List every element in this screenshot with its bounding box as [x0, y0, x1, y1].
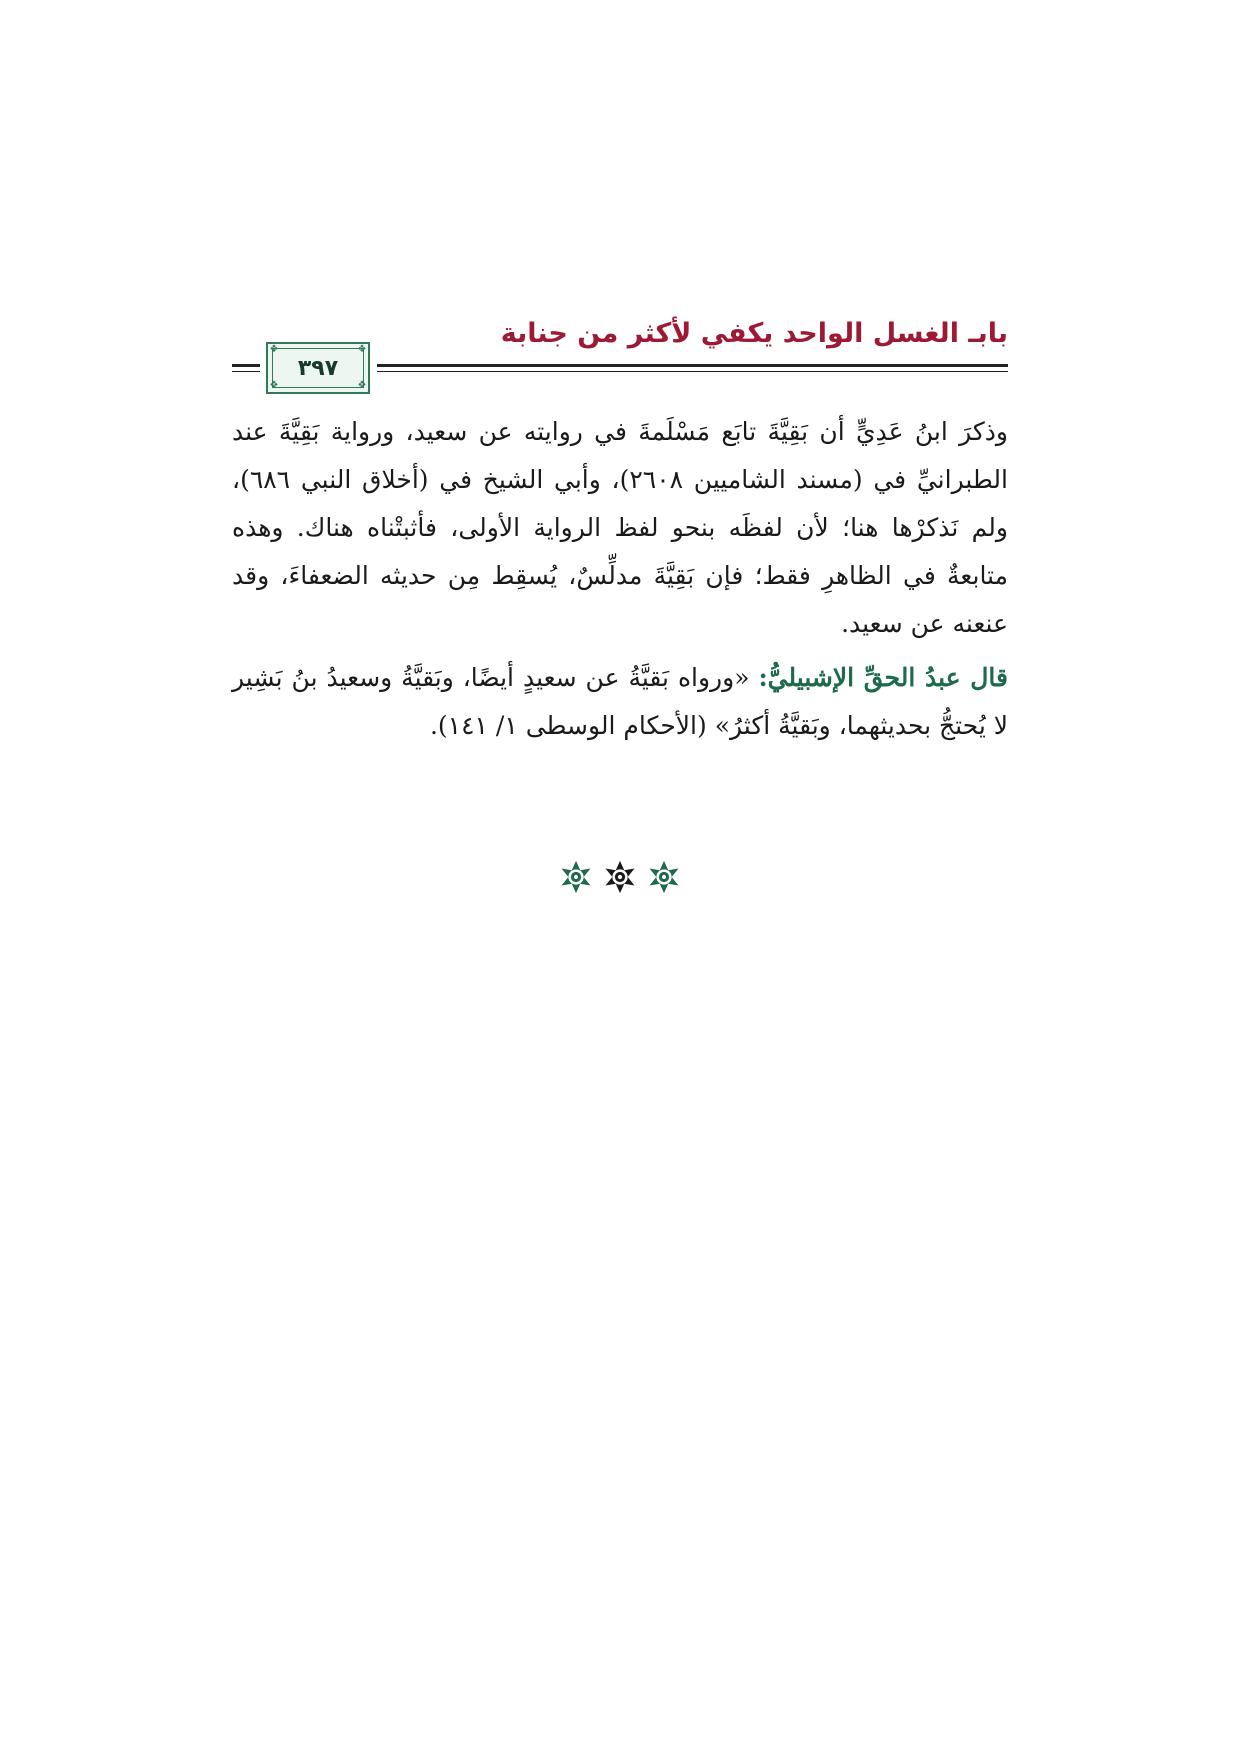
frame-corner-icon: ❖ — [269, 380, 279, 391]
quote-paragraph — [232, 654, 1008, 750]
page-number-frame — [266, 342, 370, 394]
star-flower-icon — [647, 860, 681, 894]
header-rule — [377, 364, 1008, 367]
frame-corner-icon: ❖ — [357, 380, 367, 391]
page-header — [232, 312, 1008, 392]
star-flower-icon — [559, 860, 593, 894]
page-number: ٣٩٧ — [297, 355, 339, 381]
header-rule — [232, 364, 260, 367]
chapter-title: بابـ الغسل الواحد يكفي لأكثر من جنابة — [500, 318, 1008, 349]
header-rule — [377, 371, 1008, 372]
frame-corner-icon: ❖ — [357, 344, 367, 355]
quote-text: «ورواه بَقيَّةُ عن سعيدٍ أيضًا، وبَقيَّةُ وسعيدُ بنُ بَشِير لا يُحتجُّ بحديثهما، وبَقيَّةُ أكثرُ» (الأحكام الوسطى ١/ ١٤١). — [232, 663, 1008, 740]
frame-corner-icon: ❖ — [269, 344, 279, 355]
section-end-ornaments — [0, 860, 1240, 894]
quote-speaker: قال عبدُ الحقِّ الإشبيليُّ: — [758, 663, 1008, 692]
page-body — [232, 408, 1008, 750]
body-paragraph: وذكرَ ابنُ عَدِيٍّ أن بَقِيَّةَ تابَع مَسْلَمةَ في روايته عن سعيد، ورواية بَقِيَّةَ عند الطبرانيِّ في (مسند الشاميين ٢٦٠٨)، وأبي الشيخ في (أخلاق النبي ٦٨٦)، ولم نَذكرْها هنا؛ لأن لفظَه بنحو لفظ الرواية الأولى، فأثبتْناه هناك. وهذه متابعةٌ في الظاهرِ فقط؛ فإن بَقِيَّةَ مدلِّسٌ، يُسقِط مِن حديثه الضعفاءَ، وقد عنعنه عن سعيد. — [232, 417, 1008, 638]
header-rule — [232, 371, 260, 372]
star-flower-icon — [603, 860, 637, 894]
